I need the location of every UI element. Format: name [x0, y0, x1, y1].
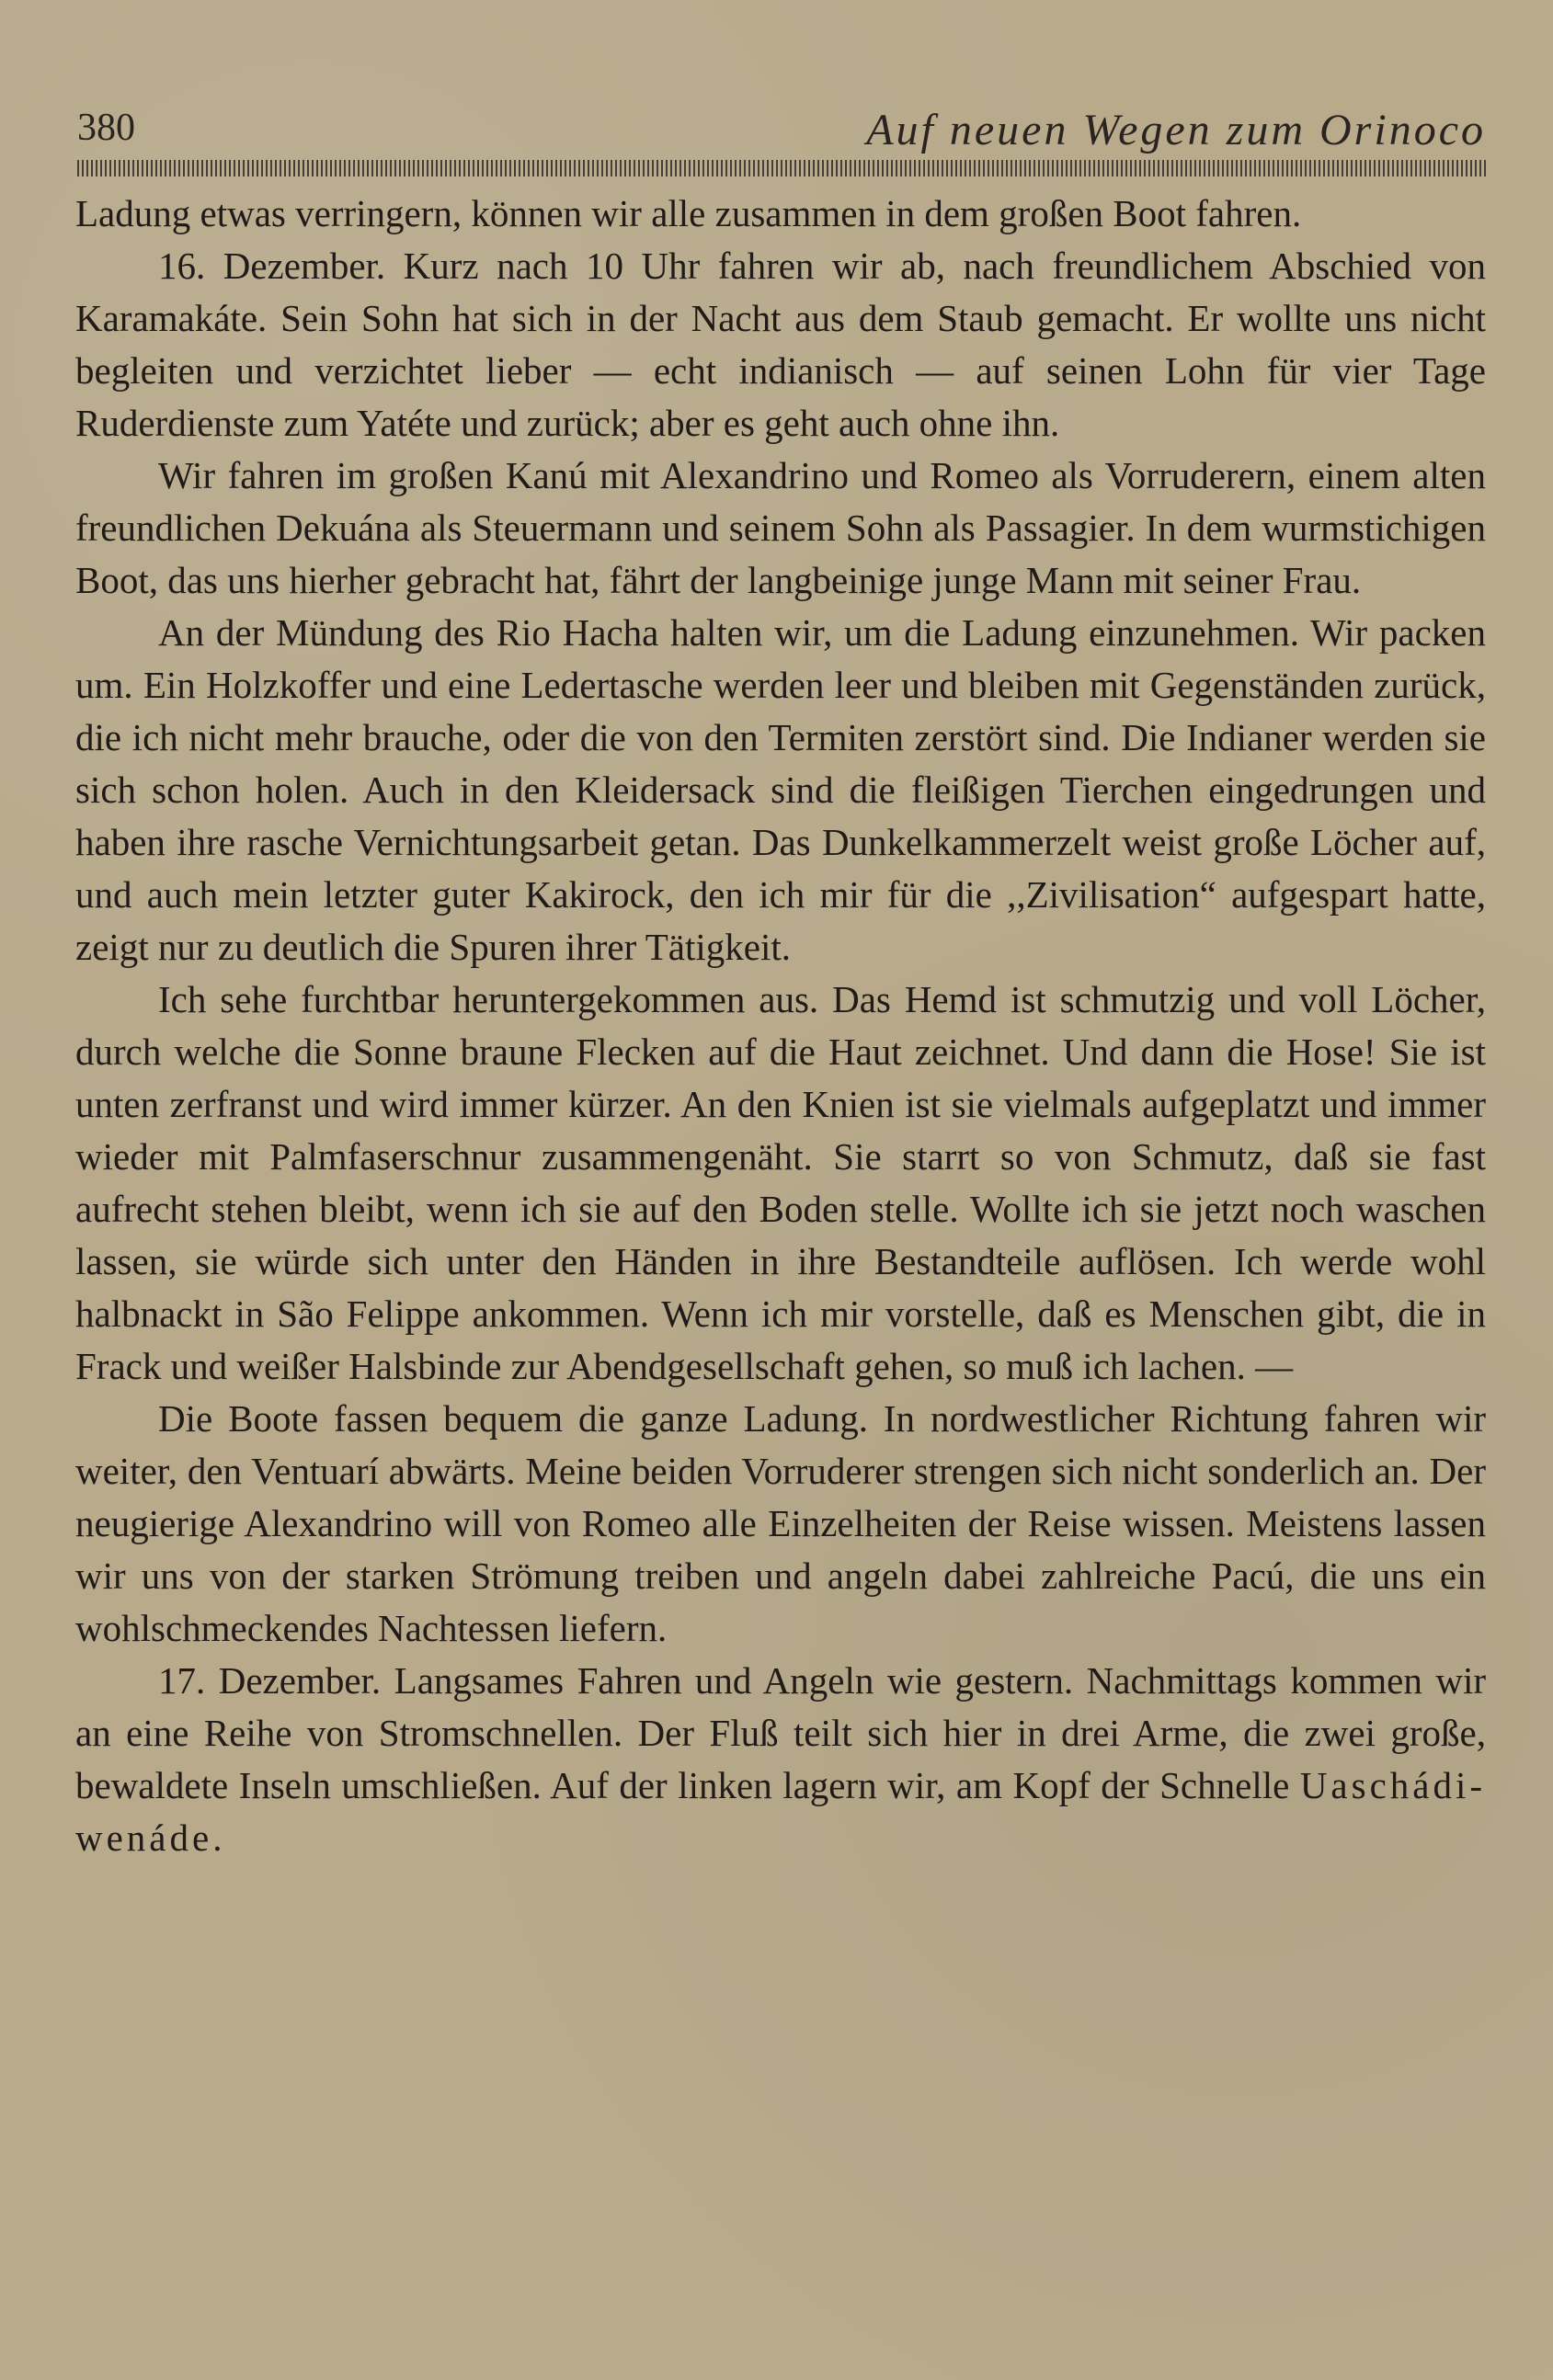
- page-header: [77, 106, 1486, 161]
- page-number: 380: [77, 107, 135, 149]
- paragraph-canoe: Wir fahren im großen Kanú mit Alexandrino und Romeo als Vorruderern, einem alten freundlichen Dekuána als Steuermann und seinem Sohn als Passagier. In dem wurmstichigen Boot, das uns hierher gebracht hat, fährt der langbeinige junge Mann mit seiner Frau.: [75, 454, 1486, 601]
- paragraph-clothing: Ich sehe furchtbar heruntergekommen aus. Das Hemd ist schmutzig und voll Löcher, durch welche die Sonne braune Flecken auf die Haut zeichnet. Und dann die Hose! Sie ist unten zerfranst und wird immer kürzer. An den Knien ist sie vielmals aufgeplatzt und immer wieder mit Palmfaserschnur zusammengenäht. Sie starrt so von Schmutz, daß sie fast aufrecht stehen bleibt, wenn ich sie auf den Boden stelle. Wollte ich sie jetzt noch waschen lassen, sie würde sich unter den Händen in ihre Bestandteile auflösen. Ich werde wohl halbnackt in São Felippe ankommen. Wenn ich mir vorstelle, daß es Menschen gibt, die in Frack und weißer Halsbinde zur Abendgesellschaft gehen, so muß ich lachen. —: [75, 978, 1486, 1387]
- paragraph-16-december: 16. Dezember. Kurz nach 10 Uhr fahren wir ab, nach freundlichem Abschied von Karamakáte. Sein Sohn hat sich in der Nacht aus dem Staub gemacht. Er wollte uns nicht begleiten und verzichtet lieber — echt indianisch — auf seinen Lohn für vier Tage Ruderdienste zum Yatéte und zurück; aber es geht auch ohne ihn.: [75, 245, 1486, 444]
- paragraph-boats: Die Boote fassen bequem die ganze Ladung. In nordwestlicher Richtung fahren wir weiter, den Ventuarí abwärts. Meine beiden Vorruderer strengen sich nicht sonderlich an. Der neugierige Alexandrino will von Romeo alle Einzelheiten der Reise wissen. Meistens lassen wir uns von der starken Strömung treiben und angeln dabei zahlreiche Pacú, die uns ein wohlschmeckendes Nachtessen liefern.: [75, 1397, 1486, 1649]
- body-text: [75, 188, 1486, 2274]
- paragraph-17-december-text: 17. Dezember. Langsames Fahren und Angeln wie gestern. Nachmittags kommen wir an eine Reihe von Stromschnellen. Der Fluß teilt sich hier in drei Arme, die zwei große, bewaldete Inseln umschließen. Auf der linken lagern wir, am Kopf der Schnelle: [75, 1659, 1486, 1806]
- rapid-name: Uaschádi-wenáde.: [75, 1764, 1487, 1859]
- running-title: Auf neuen Wegen zum Orinoco: [866, 106, 1486, 154]
- paragraph-17-december: [75, 1655, 1486, 1864]
- header-rule: [77, 160, 1486, 177]
- paragraph-continuation: Ladung etwas verringern, können wir alle zusammen in dem großen Boot fahren.: [75, 192, 1302, 234]
- paragraph-rio-hacha: An der Mündung des Rio Hacha halten wir, um die Ladung einzunehmen. Wir packen um. Ein Holzkoffer und eine Ledertasche werden leer und bleiben mit Gegenständen zurück, die ich nicht mehr brauche, oder die von den Termiten zerstört sind. Die Indianer werden sie sich schon holen. Auch in den Kleidersack sind die fleißigen Tierchen eingedrungen und haben ihre rasche Vernichtungsarbeit getan. Das Dunkelkammerzelt weist große Löcher auf, und auch mein letzter guter Kakirock, den ich mir für die ,,Zivilisation“ aufgespart hatte, zeigt nur zu deutlich die Spuren ihrer Tätigkeit.: [75, 611, 1486, 968]
